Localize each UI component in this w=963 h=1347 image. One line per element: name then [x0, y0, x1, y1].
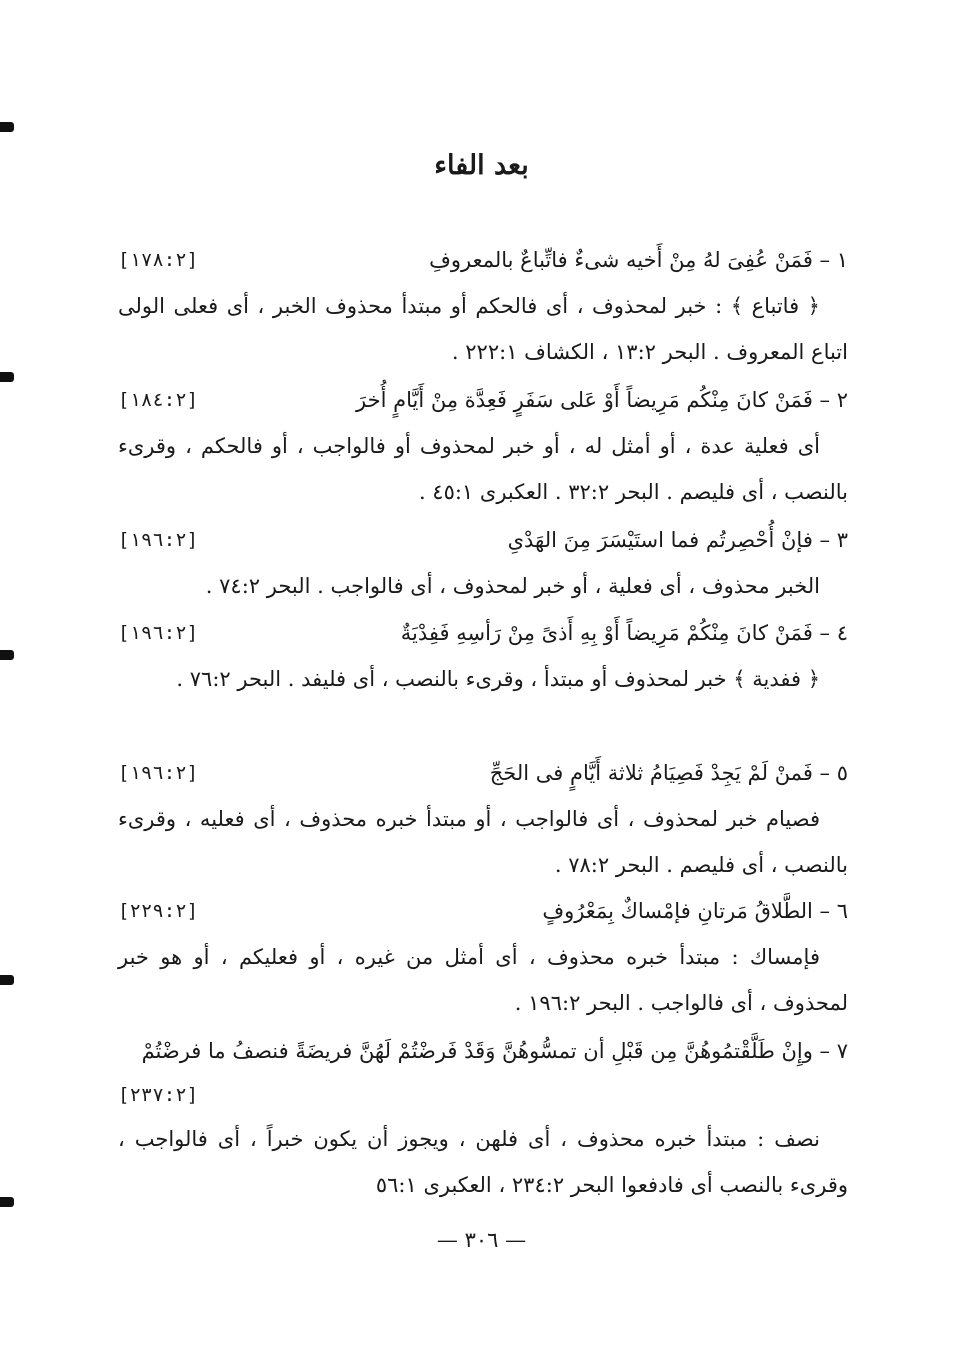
- verse-text: ١ – فَمَنْ عُفِىَ لهُ مِنْ أَخيه شىءٌ فاتِّباعٌ بالمعروفِ: [429, 248, 848, 272]
- verse-line: [118, 1028, 848, 1074]
- verse-reference: [٢٣٧:٢]: [118, 1084, 199, 1106]
- verse-line: [118, 610, 848, 656]
- commentary: أى فعلية عدة ، أو أمثل له ، أو خبر لمحذوف أو فالواجب ، أو فالحكم ، وقرىء بالنصب ، أى فليصم . البحر ٣٢:٢ . العكبرى ٤٥:١ .: [118, 434, 848, 504]
- entry: [118, 377, 848, 515]
- verse-line: [118, 377, 848, 423]
- margin-mark: [0, 650, 14, 660]
- commentary: الخبر محذوف ، أى فعلية ، أو خبر لمحذوف ، أى فالواجب . البحر ٧٤:٢ .: [205, 574, 820, 598]
- commentary: نصف : مبتدأ خبره محذوف ، أى فلهن ، ويجوز أن يكون خبراً ، أى فالواجب ، وقرىء بالنصب أى فادفعوا البحر ٢٣٤:٢ ، العكبرى ٥٦:١: [118, 1127, 848, 1197]
- margin-mark: [0, 122, 14, 132]
- margin-mark: [0, 975, 14, 985]
- entry: [118, 750, 848, 888]
- verse-reference: [٢٢٩:٢]: [118, 900, 199, 922]
- verse-text: ٥ – فَمنْ لَمْ يَجِدْ فَصِيَامُ ثلاثة أَيَّامٍ فى الحَجِّ: [489, 761, 848, 785]
- verse-text: ٢ – فَمَنْ كانَ مِنْكُم مَرِيضاً أَوْ عَلى سَفَرٍ فَعِدَّة مِنْ أَيَّامٍ أُخرَ: [356, 388, 848, 412]
- verse-text: ٦ – الطَّلاقُ مَرتانِ فإمْساكٌ بِمَعْرُوفٍ: [542, 899, 848, 923]
- entry: [118, 517, 848, 609]
- verse-text: ٣ – فإنْ أُحْصِرتُم فما استَيْسَرَ مِنَ الهَدْىِ: [507, 528, 848, 552]
- commentary: فصيام خبر لمحذوف ، أى فالواجب ، أو مبتدأ خبره محذوف ، أى فعليه ، وقرىء بالنصب ، أى فليصم . البحر ٧٨:٢ .: [118, 807, 848, 877]
- verse-reference: [١٨٤:٢]: [118, 389, 199, 411]
- entry: [118, 610, 848, 702]
- verse-line: [118, 517, 848, 563]
- verse-reference: [١٩٦:٢]: [118, 622, 199, 644]
- commentary: ﴿ ففدية ﴾ خبر لمحذوف أو مبتدأ ، وقرىء بالنصب ، أى فليفد . البحر ٧٦:٢ .: [176, 667, 820, 691]
- margin-mark: [0, 372, 14, 382]
- entry: [118, 1028, 848, 1208]
- verse-line: [118, 750, 848, 796]
- entry: [118, 237, 848, 375]
- verse-text: ٧ – وإِنْ طَلَّقْتمُوهُنَّ مِن قَبْلِ أن تمسُّوهُنَّ وَقَدْ فَرضْتُمْ لَهُنَّ فريضَةً فنصفُ ما فرضْتُمْ: [141, 1039, 848, 1063]
- verse-reference: [١٩٦:٢]: [118, 762, 199, 784]
- commentary: ﴿ فاتباع ﴾ : خبر لمحذوف ، أى فالحكم أو مبتدأ محذوف الخبر ، أى فعلى الولى اتباع المعروف . البحر ١٣:٢ ، الكشاف ٢٢٢:١ .: [118, 294, 848, 364]
- entry: [118, 888, 848, 1026]
- page-title: بعد الفاء: [434, 150, 529, 181]
- page-number: — ٣٠٦ —: [436, 1228, 527, 1252]
- verse-text: ٤ – فَمَنْ كانَ مِنْكُمْ مَرِيضاً أَوْ بِهِ أَذىً مِنْ رَأسِهِ فَفِدْيَةٌ: [400, 621, 848, 645]
- verse-line: [118, 888, 848, 934]
- verse-reference: [١٧٨:٢]: [118, 249, 199, 271]
- commentary: فإمساك : مبتدأ خبره محذوف ، أى أمثل من غيره ، أو فعليكم ، أو هو خبر لمحذوف ، أى فالواجب . البحر ١٩٦:٢ .: [118, 945, 848, 1015]
- verse-reference: [١٩٦:٢]: [118, 529, 199, 551]
- verse-line: [118, 237, 848, 283]
- margin-mark: [0, 1197, 14, 1207]
